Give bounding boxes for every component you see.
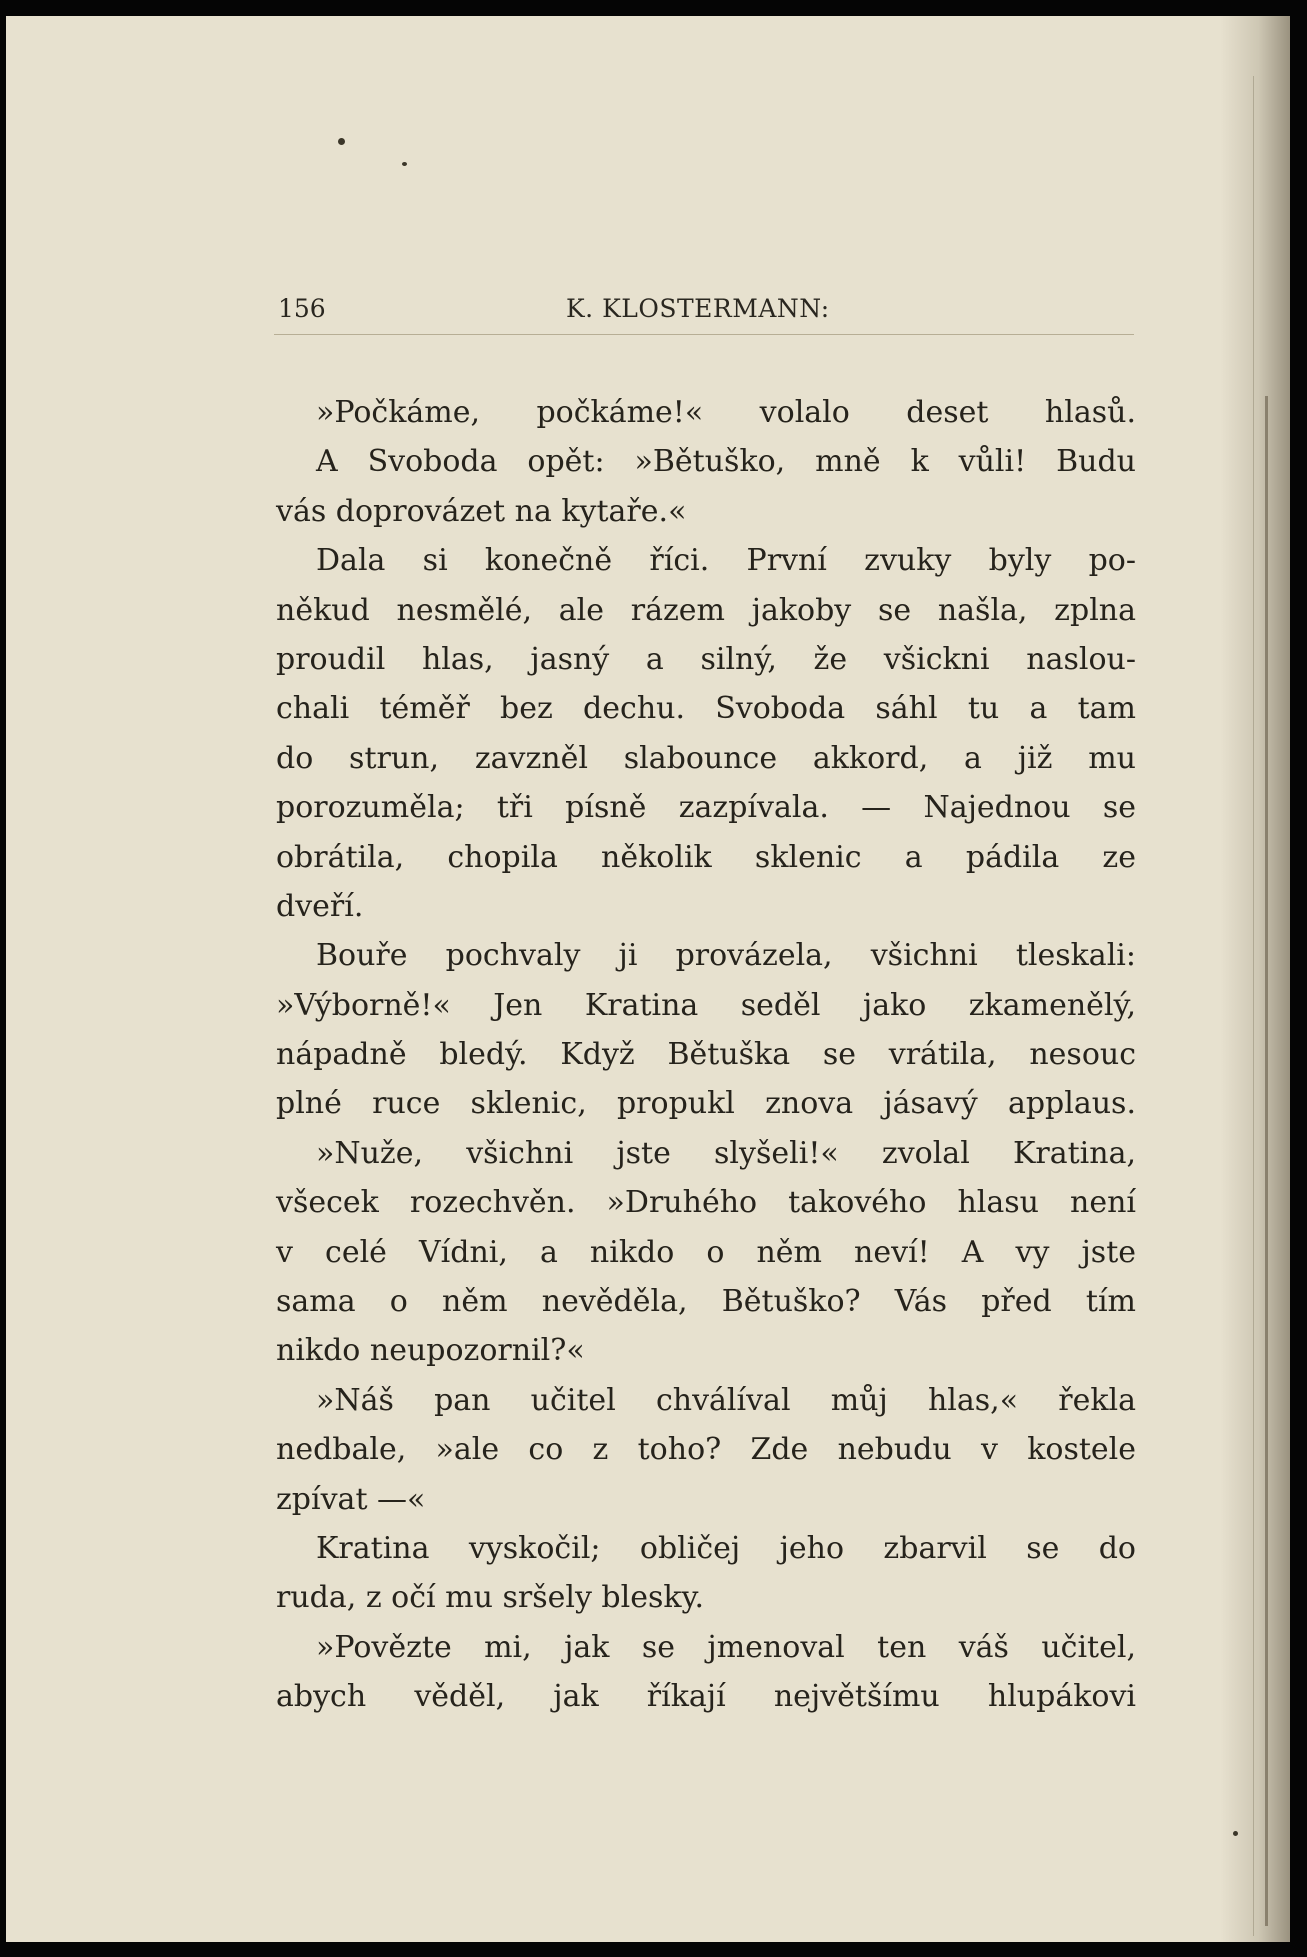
text-line: »Počkáme, počkáme!« volalo deset hlasů. [316,395,1136,430]
ink-speck [338,138,345,145]
text-line: nikdo neupozornil?« [276,1333,585,1369]
spine-shadow [1220,16,1290,1942]
text-line: »Nuže, všichni jste slyšeli!« zvolal Kratina, [316,1135,1136,1171]
text-line: plné ruce sklenic, propukl znova jásavý applaus. [276,1086,1136,1122]
text-line: sama o něm nevěděla, Bětuško? Vás před tím [276,1284,1136,1320]
text-line: vás doprovázet na kytaře.« [276,493,687,529]
text-line: nápadně bledý. Když Bětuška se vrátila, nesouc [276,1037,1136,1073]
text-line: porozuměla; tři písně zazpívala. — Najednou se [276,790,1136,826]
text-line: všecek rozechvěn. »Druhého takového hlasu není [276,1185,1136,1221]
text-line: chali téměř bez dechu. Svoboda sáhl tu a tam [276,691,1136,727]
text-line: obrátila, chopila několik sklenic a pádila ze [276,839,1136,875]
text-line: »Náš pan učitel chválíval můj hlas,« řekla [316,1382,1136,1418]
text-line: A Svoboda opět: »Bětuško, mně k vůli! Budu [316,444,1136,480]
ink-speck [402,162,407,166]
text-line: proudil hlas, jasný a silný, že všickni naslou- [276,641,1136,677]
text-line: »Povězte mi, jak se jmenoval ten váš učitel, [316,1629,1136,1665]
spine-crease-inner [1253,76,1254,1936]
text-line: abych věděl, jak říkají největšímu hlupákovi [276,1679,1136,1715]
ink-speck [1233,1831,1238,1836]
spine-crease [1265,396,1268,1926]
text-line: někud nesmělé, ale rázem jakoby se našla, zplna [276,592,1136,628]
text-line: »Výborně!« Jen Kratina seděl jako zkamenělý, [276,987,1136,1023]
text-line: Dala si konečně říci. První zvuky byly po- [316,543,1136,579]
running-head: K. KLOSTERMANN: [566,294,830,323]
body-text [276,388,1136,1722]
page-header [274,278,1134,322]
book-page [6,16,1290,1942]
text-line: ruda, z očí mu sršely blesky. [276,1580,705,1616]
header-rule [274,334,1134,335]
text-line: zpívat —« [276,1481,426,1517]
page-number: 156 [278,294,326,323]
text-line: v celé Vídni, a nikdo o něm neví! A vy jste [276,1234,1136,1270]
text-line: Kratina vyskočil; obličej jeho zbarvil se do [316,1530,1136,1566]
text-line: Bouře pochvaly ji provázela, všichni tleskali: [316,938,1136,974]
text-line: do strun, zavzněl slabounce akkord, a již mu [276,740,1136,776]
text-line: nedbale, »ale co z toho? Zde nebudu v kostele [276,1432,1136,1468]
text-line: dveří. [276,888,364,924]
